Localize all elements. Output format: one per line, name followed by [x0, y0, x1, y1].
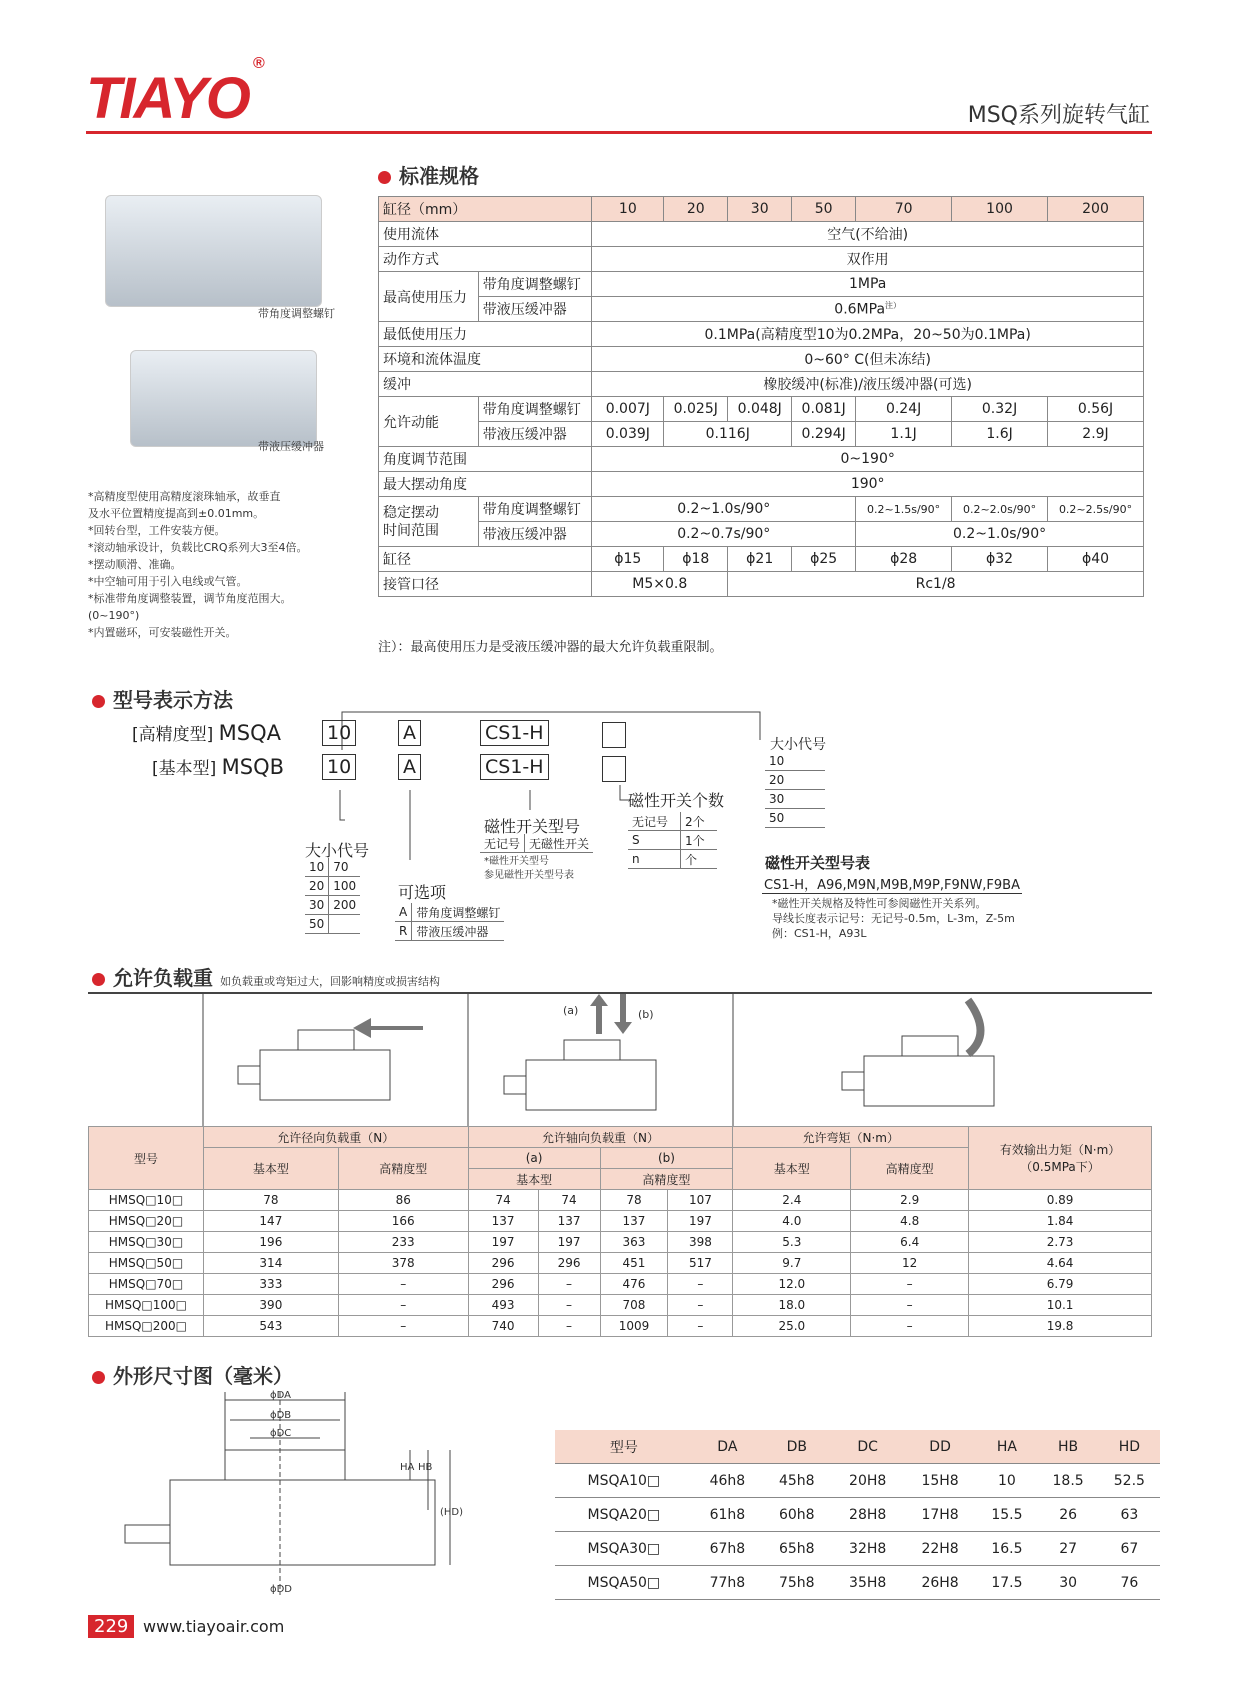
switch-code-box: CS1-H	[480, 720, 549, 746]
size-code-box: 10	[322, 754, 356, 780]
load-table-row: HMSQ□10□ 78 86 74 74 78 107 2.4 2.9 0.89	[89, 1190, 1152, 1211]
website-link[interactable]: www.tiayoair.com	[143, 1617, 285, 1636]
svg-text:ϕDD: ϕDD	[270, 1584, 292, 1595]
option-title: 可选项	[398, 883, 447, 902]
product-image-shock-absorber	[130, 350, 317, 447]
switch-count-box	[602, 722, 626, 748]
right-size-table: 10 20 30 50	[765, 752, 825, 828]
dimension-table-row: MSQA10□ 46h8 45h8 20H8 15H8 10 18.5 52.5	[555, 1464, 1160, 1498]
model-row-basic: [基本型] MSQB	[152, 755, 285, 779]
svg-text:ϕDB: ϕDB	[270, 1410, 292, 1421]
switch-spec-notes: *磁性开关规格及特性可参阅磁性开关系列。 导线长度表示记号：无记号-0.5m，L-3m，Z-5m 例：CS1-H，A93L	[772, 897, 1015, 940]
svg-text:HB: HB	[418, 1462, 433, 1473]
load-table-row: HMSQ□20□ 147 166 137 137 137 197 4.0 4.8 1.84	[89, 1211, 1152, 1232]
switch-code-box: CS1-H	[480, 754, 549, 780]
load-diagrams	[88, 994, 1152, 1126]
spec-table: 缸径（mm） 10 20 30 50 70 100 200 使用流体 空气(不给油) 动作方式 双作用 最高使用压力 带角度调整螺钉 1MPa 带液压缓冲器 0.6MPa$^{注)}$ 最低使用压力 0.1MPa(高精度型10为0.2MPa，20~50为0.1MPa) 环境和流体温度 0~60° C(但未冻结) 缓冲 橡胶缓冲(标准)/液压缓冲器(可选) 允许动能 带角度调整螺钉 0.007J 0.025J 0.048J 0.081J 0.24J 0.32J 0.56J 带液压缓冲器 0.039J 0.116J 0.294J 1.1J 1.6J 2.9J 角度调节范围 0~190° 最大摆动角度 190° 稳定摆动 时间范围 带角度调整螺钉 0.2~1.0s/90° 0.2~1.5s/90° 0.2~2.0s/90° 0.2~2.5s/90° 带液压缓冲器 0.2~0.7s/90° 0.2~1.0s/90° 缸径 ϕ15 ϕ18 ϕ21 ϕ25 ϕ28 ϕ32 ϕ40 接管口径 M5×0.8 Rc1/8	[378, 196, 1144, 597]
product-image-angle-screw	[105, 195, 322, 307]
load-table-row: HMSQ□30□ 196 233 197 197 363 398 5.3 6.4 2.73	[89, 1232, 1152, 1253]
load-table-row: HMSQ□200□ 543 – 740 – 1009 – 25.0 – 19.8	[89, 1316, 1152, 1337]
switch-model-note: *磁性开关型号 参见磁性开关型号表	[484, 856, 574, 881]
switch-count-title: 磁性开关个数	[628, 791, 725, 810]
load-label-b: (b)	[638, 1008, 654, 1021]
dimension-header: 型号 DA DB DC DD HA HB HD	[555, 1430, 1160, 1464]
switch-count-table: 无记号 2个 S 1个 n 个	[628, 812, 717, 869]
svg-text:ϕDC: ϕDC	[270, 1428, 292, 1439]
model-row-precise: [高精度型] MSQA	[132, 721, 282, 745]
load-table: 型号 允许径向负载重（N） 允许轴向负载重（N） 允许弯矩（N·m） 有效输出力矩（N·m） （0.5MPa下） 基本型 高精度型 (a) (b) 基本型 高精度型 基本型 高精度型 HMSQ□10□ 78 86 74 74 78 107 2.4 2.9 0.89 HMSQ□20□ 147 166 137 137 137 197 4.0 4.8 1.84 HMSQ□30□ 196 233 197 197 363 398 5.3 6.4 2.73 HMSQ□50□ 314 378 296 296 451 517 9.7 12 4.64 HMSQ□70□ 333 – 296 – 476 – 12.0 – 6.79 HMSQ□100□ 390 – 493 – 708 – 18.0 – 10.1 HMSQ□200□ 543 – 740 – 1009 – 25.0 – 19.8	[88, 1126, 1152, 1337]
svg-text:ϕDA: ϕDA	[270, 1390, 291, 1401]
load-section-title: 允许负载重 如负载重或弯矩过大，回影响精度或损害结构	[92, 962, 440, 991]
right-size-title: 大小代号	[770, 737, 826, 753]
spec-section-title: 标准规格	[378, 160, 479, 189]
spec-footnote: 注）：最高使用压力是受液压缓冲器的最大允许负载重限制。	[378, 640, 723, 655]
dimension-table-row: MSQA30□ 67h8 65h8 32H8 22H8 16.5 27 67	[555, 1532, 1160, 1566]
svg-text:(HD): (HD)	[440, 1507, 464, 1518]
switch-model-table: 无记号 无磁性开关	[480, 834, 593, 853]
header-divider	[86, 131, 1152, 134]
size-code-table: 10 70 20 100 30 200 50	[305, 858, 360, 934]
load-table-row: HMSQ□70□ 333 – 296 – 476 – 12.0 – 6.79	[89, 1274, 1152, 1295]
series-title: MSQ系列旋转气缸	[967, 103, 1150, 128]
load-table-row: HMSQ□50□ 314 378 296 296 451 517 9.7 12 4.64	[89, 1253, 1152, 1274]
dimension-drawing	[110, 1390, 470, 1600]
image-caption: 带角度调整螺钉	[258, 307, 335, 320]
switch-count-box	[602, 756, 626, 782]
switch-model-list: CS1-H，A96,M9N,M9B,M9P,F9NW,F9BA	[762, 874, 1022, 894]
option-code-box: A	[398, 754, 421, 780]
feature-list: *高精度型使用高精度滚珠轴承，故垂直 及水平位置精度提高到±0.01mm。 *回转台型，工件安装方便。 *滚动轴承设计，负载比CRQ系列大3至4倍。 *摆动顺滑、准确。 *中空轴可用于引入电线或气管。 *标准带角度调整装置，调节角度范围大。 (0~190°) *内置磁环，可安装磁性开关。	[88, 490, 308, 639]
image-caption: 带液压缓冲器	[258, 440, 324, 453]
dimension-table-row: MSQA20□ 61h8 60h8 28H8 17H8 15.5 26 63	[555, 1498, 1160, 1532]
dimension-table-row: MSQA50□ 77h8 75h8 35H8 26H8 17.5 30 76	[555, 1566, 1160, 1600]
svg-text:HA: HA	[400, 1462, 415, 1473]
switch-table-title: 磁性开关型号表	[765, 854, 871, 872]
dimension-table	[555, 1430, 1160, 1600]
size-code-title: 大小代号	[305, 841, 370, 860]
load-table-row: HMSQ□100□ 390 – 493 – 708 – 18.0 – 10.1	[89, 1295, 1152, 1316]
dims-section-title: 外形尺寸图（毫米）	[92, 1360, 293, 1389]
page-number: 229	[88, 1615, 134, 1638]
option-code-box: A	[398, 720, 421, 746]
option-table: A 带角度调整螺钉 R 带液压缓冲器	[395, 903, 504, 941]
model-section-title: 型号表示方法	[92, 684, 233, 713]
load-label-a: (a)	[563, 1004, 579, 1017]
switch-model-title: 磁性开关型号	[484, 817, 581, 836]
size-code-box: 10	[322, 720, 356, 746]
brand-logo: TIAYO®	[86, 54, 263, 131]
